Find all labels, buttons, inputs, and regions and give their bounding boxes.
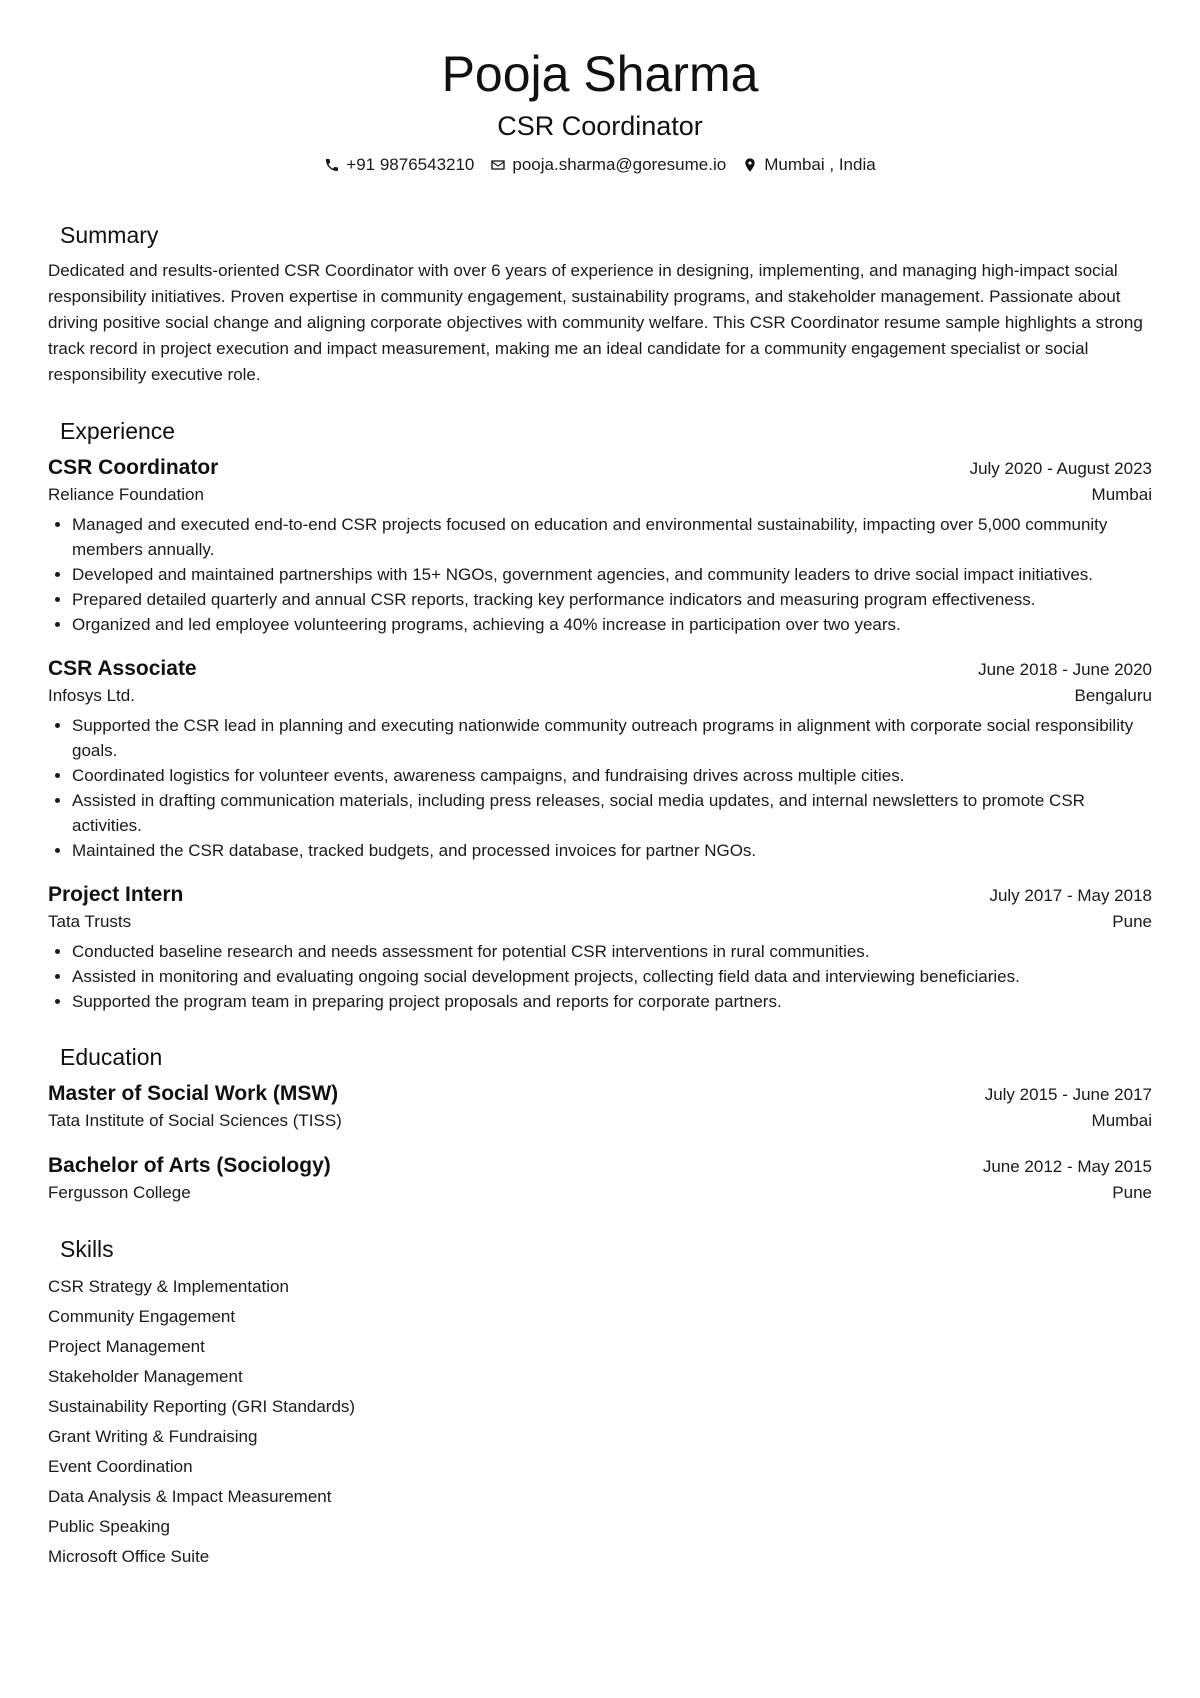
candidate-title: CSR Coordinator — [497, 111, 703, 141]
school-location: Mumbai — [1091, 1111, 1152, 1130]
job-dates: July 2017 - May 2018 — [989, 886, 1152, 905]
skill-item: Event Coordination — [48, 1457, 193, 1476]
school-name: Tata Institute of Social Sciences (TISS) — [48, 1111, 342, 1130]
job-organization: Infosys Ltd. — [48, 686, 135, 705]
summary-section — [48, 220, 1152, 388]
job-bullets — [48, 939, 1152, 1014]
bullet-item: • Managed and executed end-to-end CSR projects focused on education and environmental sustainability, impacting over 5,000 community members annually. — [72, 512, 1152, 562]
experience-heading: Experience — [60, 418, 176, 444]
contact-bar — [48, 152, 1152, 178]
email-text: pooja.sharma@goresume.io — [512, 155, 727, 174]
education-dates: July 2015 - June 2017 — [984, 1085, 1152, 1104]
job-location: Mumbai — [1091, 485, 1152, 504]
job-location: Pune — [1112, 912, 1152, 931]
candidate-name: Pooja Sharma — [441, 46, 759, 102]
education-dates: June 2012 - May 2015 — [982, 1157, 1152, 1176]
job-location: Bengaluru — [1074, 686, 1152, 705]
degree-title: Bachelor of Arts (Sociology) — [48, 1154, 331, 1177]
envelope-icon — [490, 157, 506, 173]
job-title: Project Intern — [48, 883, 184, 906]
summary-text: Dedicated and results-oriented CSR Coordinator with over 6 years of experience in designing, implementing, and managing high-impact social responsibility initiatives. Proven expertise in community engagement, sustainability programs, and stakeholder management. Passionate about driving positive social change and aligning corporate objectives with community welfare. This CSR Coordinator resume sample highlights a strong track record in project execution and impact measurement, making me an ideal candidate for a community engagement specialist or social responsibility executive role. — [48, 261, 1143, 384]
bullet-item: • Maintained the CSR database, tracked budgets, and processed invoices for partner NGOs. — [72, 838, 1152, 863]
degree-title: Master of Social Work (MSW) — [48, 1082, 339, 1105]
experience-entry — [48, 881, 1152, 1014]
education-entry — [48, 1152, 1152, 1206]
education-heading: Education — [60, 1044, 163, 1070]
experience-section — [48, 416, 1152, 1014]
skills-list — [48, 1272, 1152, 1572]
bullet-item: • Developed and maintained partnerships with 15+ NGOs, government agencies, and community leaders to drive social impact initiatives. — [72, 562, 1152, 587]
skill-item: Sustainability Reporting (GRI Standards) — [48, 1397, 356, 1416]
bullet-item: • Supported the CSR lead in planning and executing nationwide community outreach programs in alignment with corporate social responsibility goals. — [72, 713, 1152, 763]
phone-icon — [324, 157, 340, 173]
experience-entry — [48, 454, 1152, 637]
job-organization: Reliance Foundation — [48, 485, 204, 504]
phone-text: +91 9876543210 — [346, 155, 475, 174]
skill-item: CSR Strategy & Implementation — [48, 1277, 289, 1296]
contact-phone — [324, 152, 474, 178]
skill-item: Grant Writing & Fundraising — [48, 1427, 258, 1446]
bullet-item: • Organized and led employee volunteering programs, achieving a 40% increase in participation over two years. — [72, 612, 1152, 637]
bullet-item: • Conducted baseline research and needs assessment for potential CSR interventions in rural communities. — [72, 939, 1152, 964]
education-entry — [48, 1080, 1152, 1134]
bullet-item: • Prepared detailed quarterly and annual CSR reports, tracking key performance indicators and measuring program effectiveness. — [72, 587, 1152, 612]
skills-section — [48, 1234, 1152, 1572]
job-title: CSR Coordinator — [48, 456, 219, 479]
job-title: CSR Associate — [48, 657, 197, 680]
location-text: Mumbai , India — [764, 155, 876, 174]
school-location: Pune — [1112, 1183, 1152, 1202]
skills-heading: Skills — [60, 1236, 114, 1262]
job-bullets — [48, 713, 1152, 863]
contact-location — [742, 152, 876, 178]
job-dates: July 2020 - August 2023 — [969, 459, 1152, 478]
map-pin-icon — [742, 157, 758, 173]
skill-item: Project Management — [48, 1337, 205, 1356]
contact-email — [490, 152, 726, 178]
bullet-item: • Assisted in monitoring and evaluating ongoing social development projects, collecting field data and interviewing beneficiaries. — [72, 964, 1152, 989]
skill-item: Stakeholder Management — [48, 1367, 243, 1386]
skill-item: Public Speaking — [48, 1517, 170, 1536]
resume-header — [48, 0, 1152, 178]
job-organization: Tata Trusts — [48, 912, 132, 931]
bullet-item: • Assisted in drafting communication materials, including press releases, social media updates, and internal newsletters to promote CSR activities. — [72, 788, 1152, 838]
job-bullets — [48, 512, 1152, 637]
education-section — [48, 1042, 1152, 1206]
job-dates: June 2018 - June 2020 — [978, 660, 1152, 679]
bullet-item: • Supported the program team in preparing project proposals and reports for corporate partners. — [72, 989, 1152, 1014]
experience-entry — [48, 655, 1152, 863]
skill-item: Community Engagement — [48, 1307, 236, 1326]
skill-item: Microsoft Office Suite — [48, 1547, 210, 1566]
school-name: Fergusson College — [48, 1183, 191, 1202]
skill-item: Data Analysis & Impact Measurement — [48, 1487, 332, 1506]
bullet-item: • Coordinated logistics for volunteer events, awareness campaigns, and fundraising drives across multiple cities. — [72, 763, 1152, 788]
summary-heading: Summary — [60, 222, 159, 248]
